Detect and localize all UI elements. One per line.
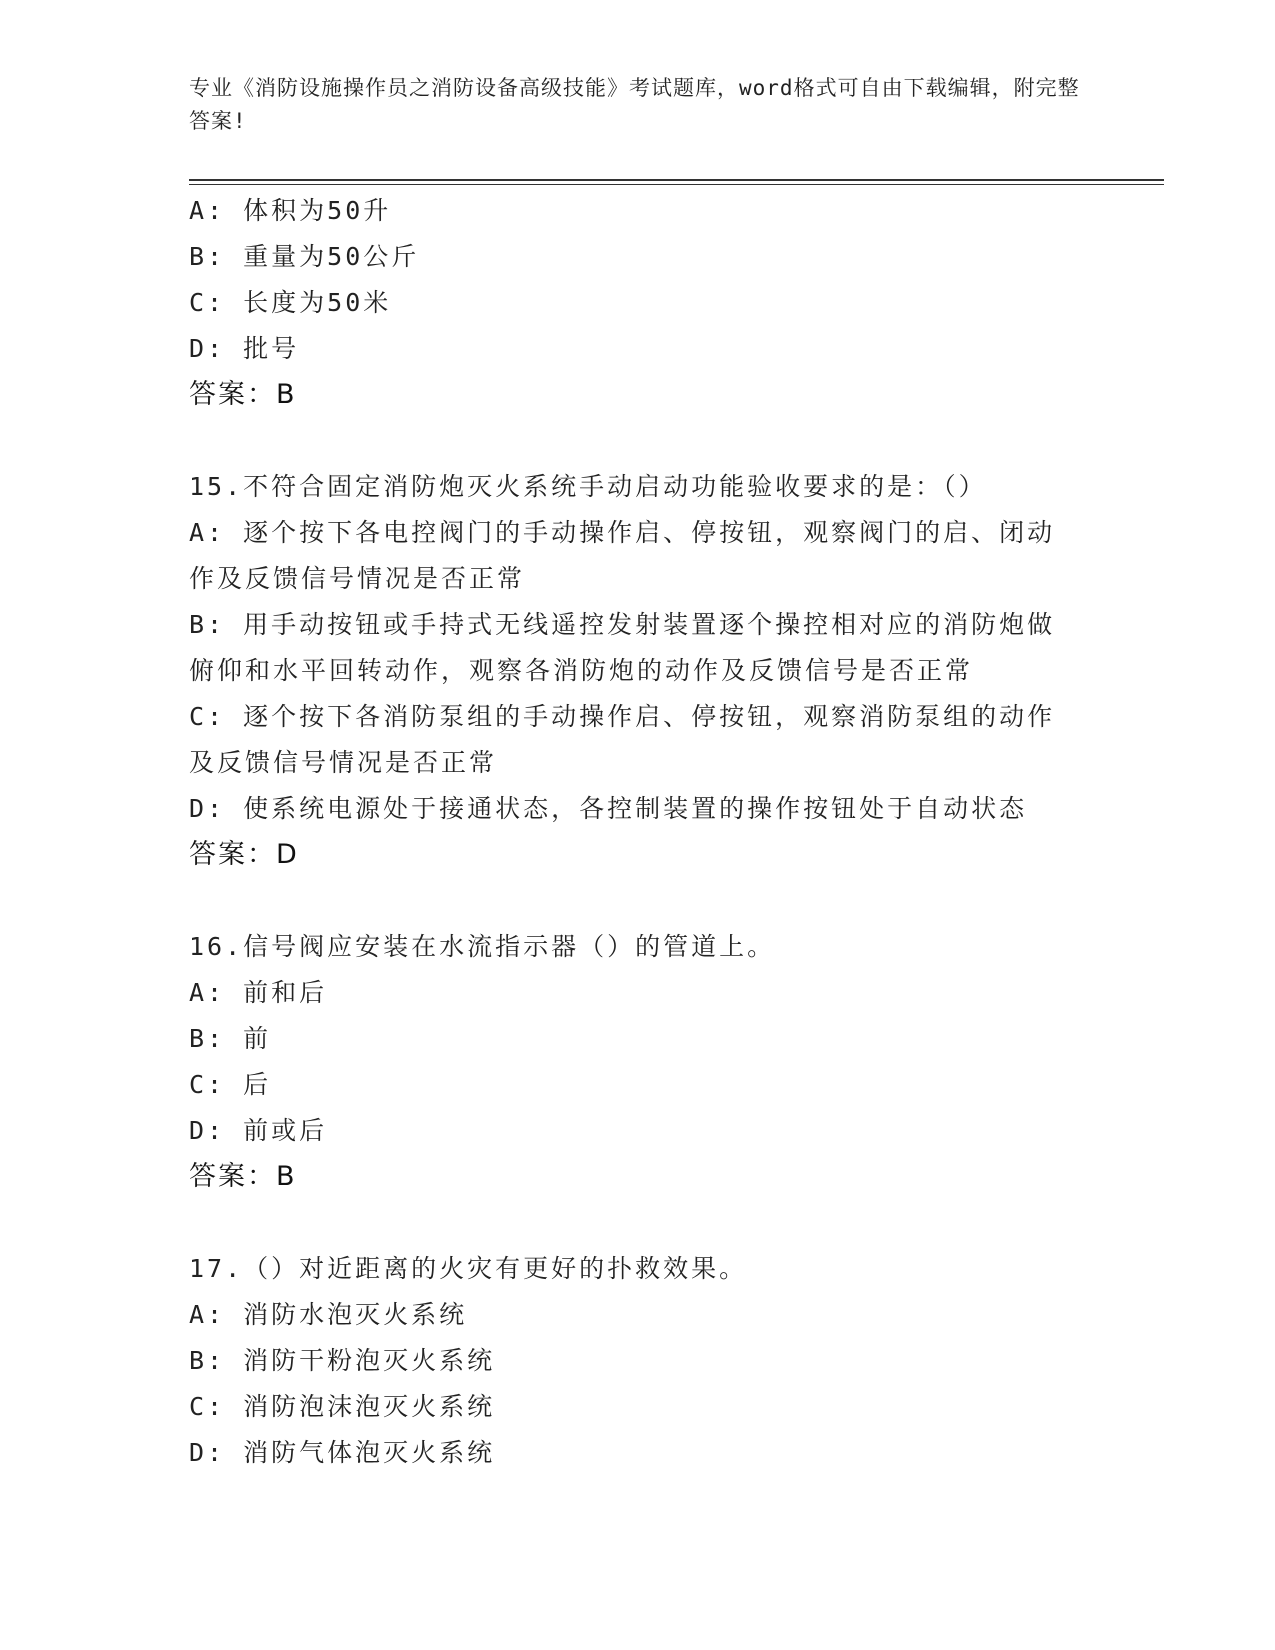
option-line: A: 前和后 [189, 978, 328, 1007]
option-c: C: 长度为50米 [189, 288, 392, 317]
option-b: B: 重量为50公斤 [189, 242, 420, 271]
document-header: 专业《消防设施操作员之消防设备高级技能》考试题库，word格式可自由下载编辑，附完整答案! [189, 76, 1080, 133]
option-line: D: 消防气体泡灭火系统 [189, 1438, 496, 1467]
option-line: 及反馈信号情况是否正常 [189, 748, 498, 777]
header-divider-thick [189, 179, 1164, 181]
option-a: A: 体积为50升 [189, 196, 392, 225]
option-line: B: 用手动按钮或手持式无线遥控发射装置逐个操控相对应的消防炮做 [189, 610, 1056, 639]
option-line: C: 消防泡沫泡灭火系统 [189, 1392, 496, 1421]
option-line: D: 前或后 [189, 1116, 328, 1145]
option-line: D: 使系统电源处于接通状态，各控制装置的操作按钮处于自动状态 [189, 794, 1028, 823]
question-stem: 15.不符合固定消防炮灭火系统手动启动功能验收要求的是：（） [189, 472, 987, 501]
question-17 [189, 1246, 1089, 1476]
question-stem: 17.（）对近距离的火灾有更好的扑救效果。 [189, 1254, 748, 1283]
answer-line: 答案：D [189, 839, 299, 870]
option-line: 作及反馈信号情况是否正常 [189, 564, 526, 593]
header-divider-thin [189, 184, 1164, 185]
question-16 [189, 924, 1089, 1200]
question-content [189, 188, 1089, 1476]
option-d: D: 批号 [189, 334, 300, 363]
answer-line: 答案：B [189, 1161, 297, 1192]
option-line: C: 后 [189, 1070, 272, 1099]
option-line: C: 逐个按下各消防泵组的手动操作启、停按钮，观察消防泵组的动作 [189, 702, 1056, 731]
option-line: A: 逐个按下各电控阀门的手动操作启、停按钮，观察阀门的启、闭动 [189, 518, 1056, 547]
question-15 [189, 464, 1089, 878]
top-question-block [189, 188, 1089, 418]
option-line: B: 消防干粉泡灭火系统 [189, 1346, 496, 1375]
option-line: A: 消防水泡灭火系统 [189, 1300, 468, 1329]
question-stem: 16.信号阀应安装在水流指示器（）的管道上。 [189, 932, 776, 961]
option-line: 俯仰和水平回转动作，观察各消防炮的动作及反馈信号是否正常 [189, 656, 974, 685]
answer-line: 答案：B [189, 379, 297, 410]
option-line: B: 前 [189, 1024, 272, 1053]
